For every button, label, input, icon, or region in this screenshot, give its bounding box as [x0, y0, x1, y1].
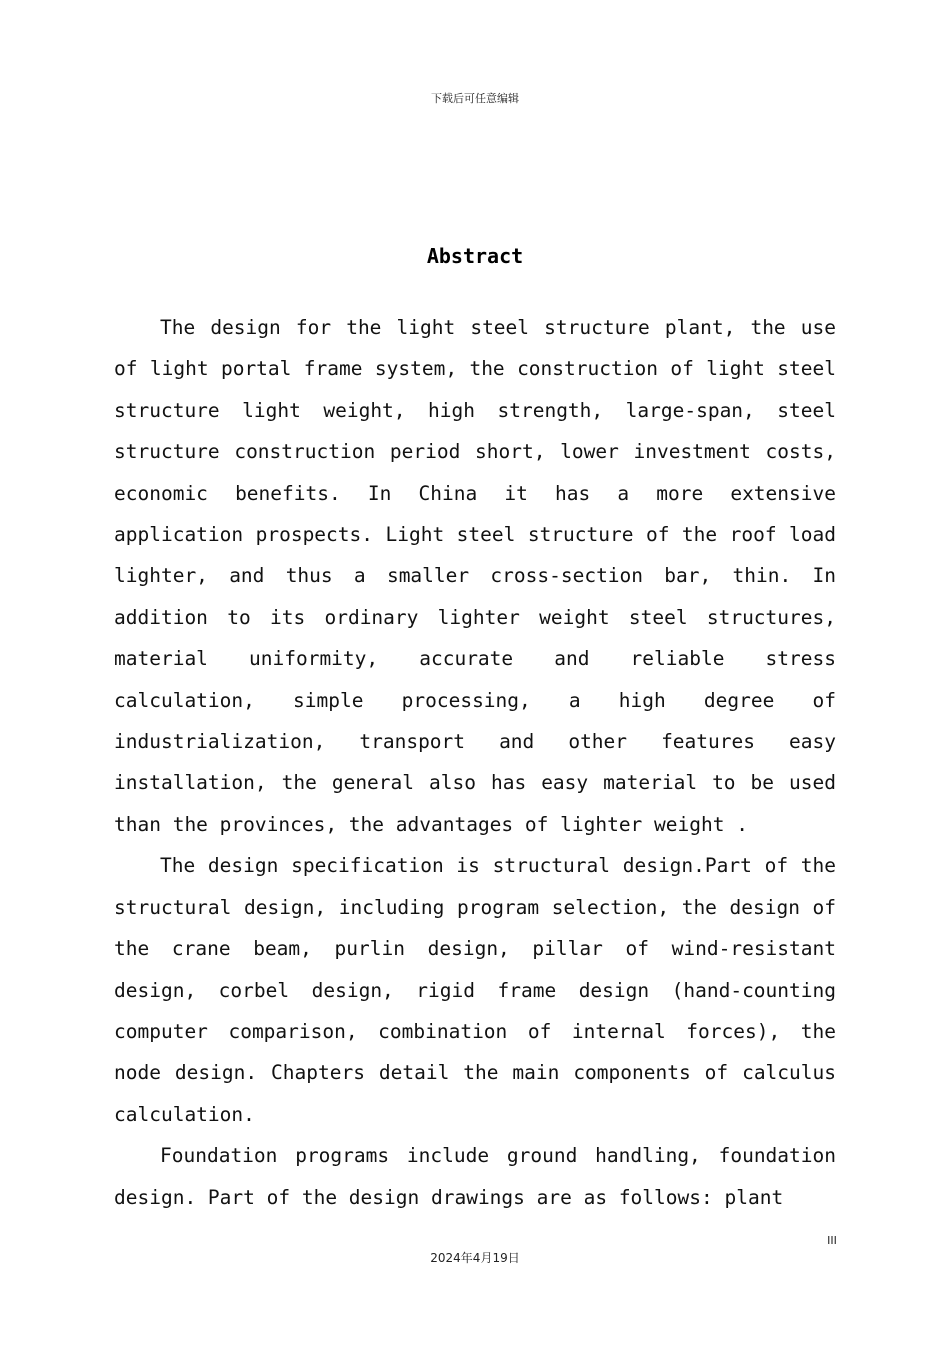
page-number: III	[827, 1234, 837, 1247]
header-note: 下载后可任意编辑	[431, 92, 519, 105]
footer-date: 2024年4月19日	[430, 1251, 520, 1265]
abstract-title: Abstract	[426, 244, 524, 268]
paragraph-2: The design specification is structural design.Part of the structural design, including program selection, the design of the crane beam, purlin design, pillar of wind-resistant design, corbel design, rigid frame design (hand-counting computer comparison, combination of internal forces), the node design. Chapters detail the main components of calculus calculation.	[114, 854, 836, 1126]
paragraph-3: Foundation programs include ground handling, foundation design. Part of the design drawings are as follows: plant	[114, 1144, 836, 1209]
paragraph-1: The design for the light steel structure plant, the use of light portal frame system, the construction of light steel structure light weight, high strength, large-span, steel structure construction period short, lower investment costs, economic benefits. In China it has a more extensive application prospects. Light steel structure of the roof load lighter, and thus a smaller cross-section bar, thin. In addition to its ordinary lighter weight steel structures, material uniformity, accurate and reliable stress calculation, simple processing, a high degree of industrialization, transport and other features easy installation, the general also has easy material to be used than the provinces, the advantages of lighter weight .	[114, 316, 836, 836]
abstract-body	[114, 307, 836, 1218]
